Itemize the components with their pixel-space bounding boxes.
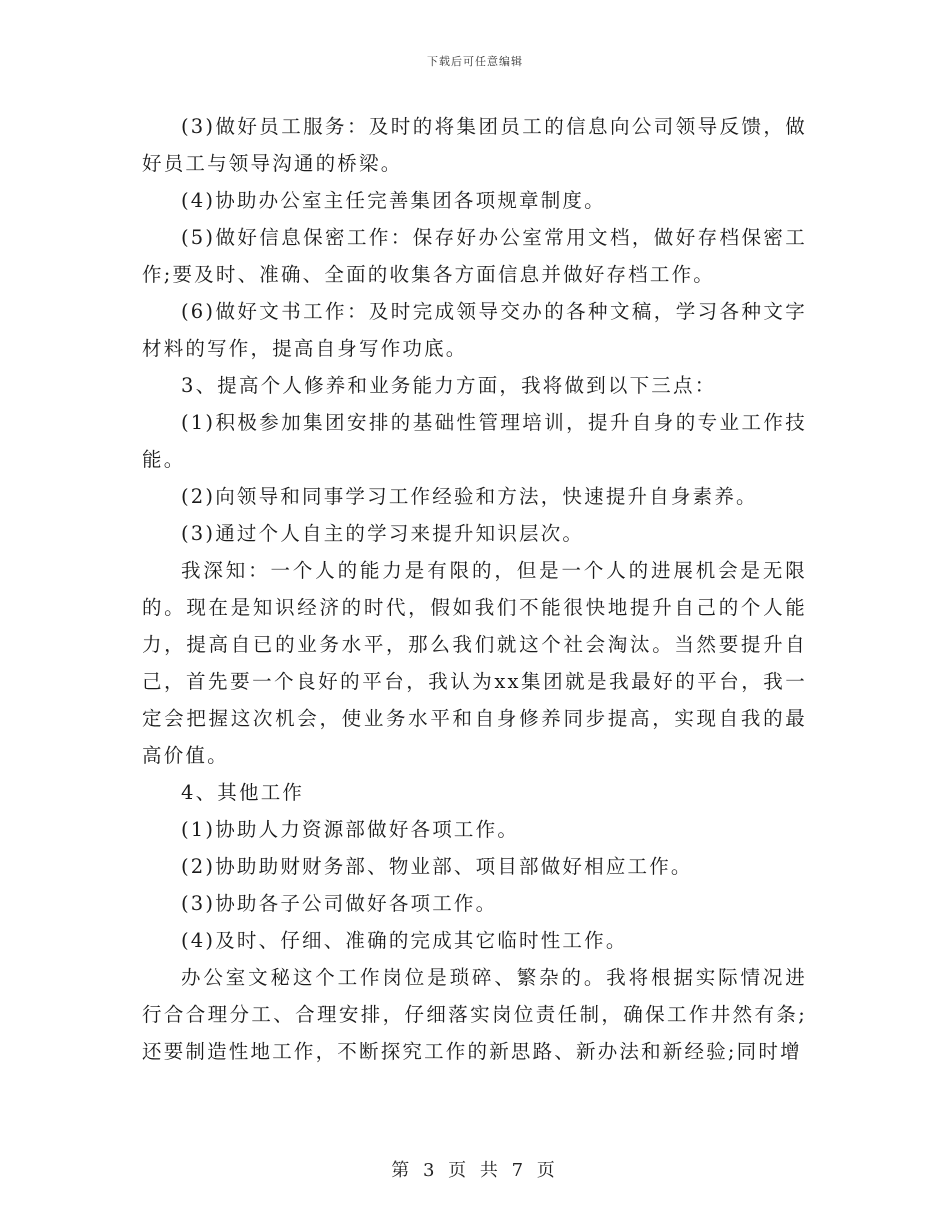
paragraph: 3、提高个人修养和业务能力方面，我将做到以下三点： <box>181 374 717 397</box>
paragraph: (2)协助助财财务部、物业部、项目部做好相应工作。 <box>181 855 693 878</box>
paragraph: (3)协助各子公司做好各项工作。 <box>181 892 498 915</box>
paragraph: (4)及时、仔细、准确的完成其它临时性工作。 <box>181 929 628 952</box>
paragraph: (3)做好员工服务：及时的将集团员工的信息向公司领导反馈，做好员工与领导沟通的桥梁。 <box>142 115 807 175</box>
paragraph: (2)向领导和同事学习工作经验和方法，快速提升自身素养。 <box>181 485 758 508</box>
paragraph: 我深知：一个人的能力是有限的，但是一个人的进展机会是无限的。现在是知识经济的时代，假如我们不能很快地提升自己的个人能力，提高自已的业务水平，那么我们就这个社会淘汰。当然要提升自己，首先要一个良好的平台，我认为xx集团就是我最好的平台，我一定会把握这次机会，使业务水平和自身修养同步提高，实现自我的最高价值。 <box>142 559 807 767</box>
paragraph: 4、其他工作 <box>181 781 305 804</box>
paragraph: 办公室文秘这个工作岗位是琐碎、繁杂的。我将根据实际情况进行合合理分工、合理安排，仔细落实岗位责任制，确保工作井然有条;还要制造性地工作，不断探究工作的新思路、新办法和新经验;同时增 <box>142 966 807 1063</box>
paragraph: (1)协助人力资源部做好各项工作。 <box>181 818 520 841</box>
paragraph: (3)通过个人自主的学习来提升知识层次。 <box>181 522 585 545</box>
page-header-note: 下载后可任意编辑 <box>427 55 523 68</box>
paragraph: (5)做好信息保密工作：保存好办公室常用文档，做好存档保密工作;要及时、准确、全面的收集各方面信息并做好存档工作。 <box>142 226 807 286</box>
paragraph: (6)做好文书工作：及时完成领导交办的各种文稿，学习各种文字材料的写作，提高自身写作功底。 <box>142 300 807 360</box>
paragraph: (1)积极参加集团安排的基础性管理培训，提升自身的专业工作技能。 <box>142 411 807 471</box>
page-number: 第 3 页 共 7 页 <box>391 1160 559 1181</box>
paragraph: (4)协助办公室主任完善集团各项规章制度。 <box>181 189 606 212</box>
document-body <box>142 108 807 1070</box>
